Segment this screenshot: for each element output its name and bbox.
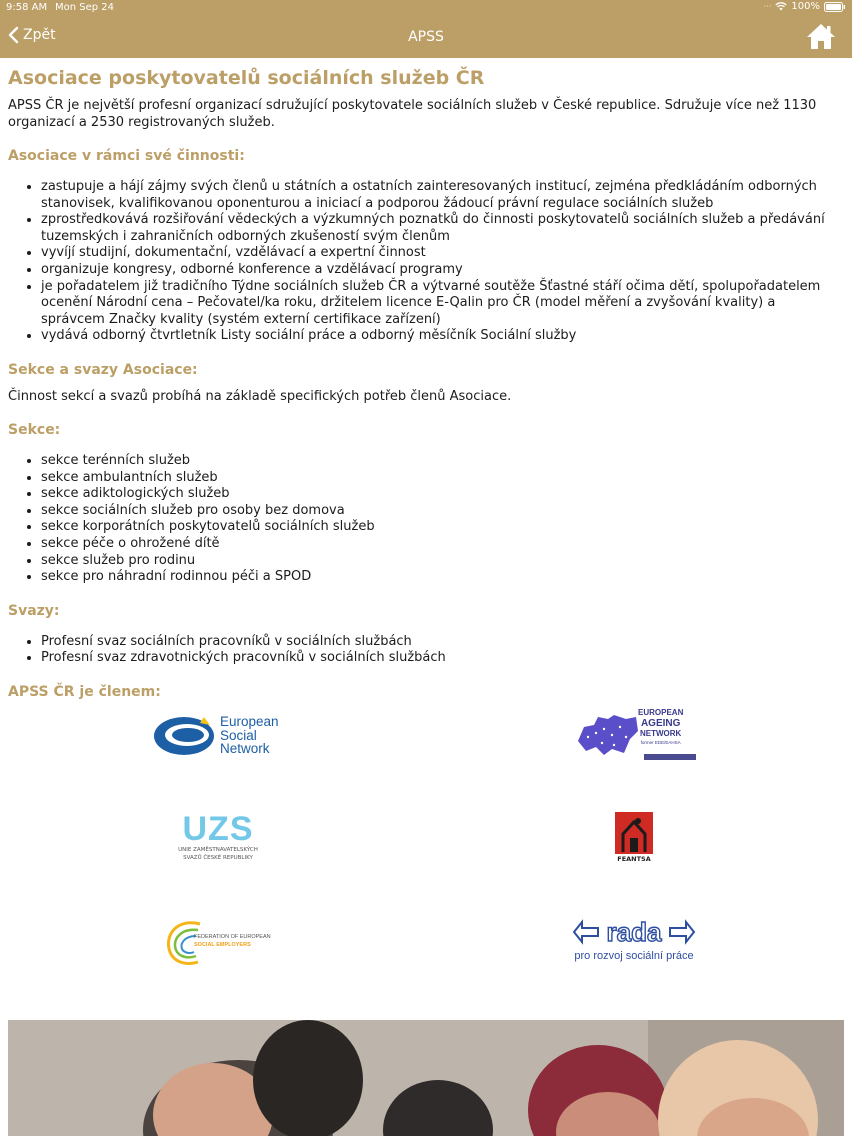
status-time: 9:58 AM	[6, 2, 48, 13]
status-right	[764, 1, 846, 12]
esn-logo[interactable]	[154, 713, 284, 757]
list-item: • Profesní svaz sociálních pracovníků v sociálních službách	[41, 634, 840, 651]
activities-list	[8, 179, 840, 345]
europe-map-icon	[574, 713, 640, 757]
uzs-text-line: UNIE ZAMĚSTNAVATELSKÝCH	[178, 847, 258, 853]
svazy-heading: Svazy:	[8, 602, 60, 619]
list-item: • zastupuje a hájí zájmy svých členů u státních a ostatních zainteresovaných institucí, zejména předkládáním odborných stanovisek, kvalifikovanou oponenturou a iniciací a podporou žádoucí právní regulace sociálních služeb	[41, 179, 840, 212]
sekce-list	[8, 453, 840, 586]
list-item: • vyvíjí studijní, dokumentační, vzdělávací a expertní činnost	[41, 245, 840, 262]
ean-text-line: former EDE/EAHSA	[640, 740, 681, 745]
feantsa-emblem-icon	[615, 812, 653, 854]
battery-percent: 100%	[791, 1, 820, 12]
battery-icon	[824, 2, 846, 12]
feantsa-text: FEANTSA	[617, 855, 651, 863]
sections-intro: Činnost sekcí a svazů probíhá na základě specifických potřeb členů Asociace.	[8, 388, 512, 404]
nav-title: APSS	[408, 29, 444, 45]
list-item: • sekce ambulantních služeb	[41, 470, 840, 487]
uzs-mark: UZS	[182, 810, 254, 848]
list-item: • sekce adiktologických služeb	[41, 486, 840, 503]
fese-text-line: FEDERATION OF EUROPEAN	[194, 934, 271, 940]
list-item: • sekce terénních služeb	[41, 453, 840, 470]
svazy-list	[8, 634, 840, 667]
esn-text-line: European	[220, 714, 279, 729]
esn-text-line: Social	[220, 727, 257, 743]
list-item: • sekce korporátních poskytovatelů sociálních služeb	[41, 519, 840, 536]
event-photo	[8, 1020, 844, 1136]
status-bar	[0, 0, 852, 16]
list-item: • vydává odborný čtvrtletník Listy sociální práce a odborný měsíčník Sociální služby	[41, 328, 840, 345]
list-item: • Profesní svaz zdravotnických pracovníků v sociálních službách	[41, 650, 840, 667]
sections-heading: Sekce a svazy Asociace:	[8, 361, 198, 378]
feantsa-logo[interactable]	[612, 812, 656, 866]
uzs-text-line: SVAZŮ ČESKÉ REPUBLIKY	[183, 855, 253, 861]
fese-text-line: SOCIAL EMPLOYERS	[194, 942, 251, 948]
activities-heading: Asociace v rámci své činnosti:	[8, 148, 245, 164]
rada-logo[interactable]	[570, 918, 698, 966]
rada-mark: rada	[606, 917, 662, 947]
main-content	[8, 58, 840, 701]
status-date: Mon Sep 24	[55, 2, 115, 13]
uzs-logo[interactable]	[170, 812, 266, 866]
ean-text-line: NETWORK	[640, 729, 682, 738]
intro-paragraph: APSS ČR je největší profesní organizací sdružující poskytovatele sociálních služeb v České republice. Sdružuje více než 1130 organizací a 2530 registrovaných služeb.	[8, 98, 817, 130]
member-heading: APSS ČR je členem:	[8, 683, 161, 700]
signal-dots-icon: ···	[763, 2, 772, 11]
esn-text-line: Network	[220, 741, 270, 756]
fese-logo[interactable]	[162, 916, 274, 968]
list-item: • sekce péče o ohrožené dítě	[41, 536, 840, 553]
ean-text-line: EUROPEAN	[638, 708, 684, 717]
wifi-icon	[775, 2, 787, 11]
list-item: • sekce sociálních služeb pro osoby bez domova	[41, 503, 840, 520]
list-item: • zprostředkovává rozšiřování vědeckých a výzkumných poznatků do činnosti poskytovatelů sociálních služeb a předávání tuzemských i zahraničních odborných zkušeností svým členům	[41, 212, 840, 245]
list-item: • je pořadatelem již tradičního Týdne sociálních služeb ČR a výtvarné soutěže Šťastné stáří očima dětí, spolupořadatelem ocenění Národní cena – Pečovatel/ka roku, držitelem licence E-Qalin pro ČR (model měření a zvyšování kvality) a správcem Značky kvality (systém externí certifikace zařízení)	[41, 279, 840, 329]
ean-partner-marks	[644, 754, 696, 760]
home-button[interactable]	[806, 23, 836, 54]
back-label: Zpět	[23, 27, 56, 43]
ean-logo[interactable]	[574, 708, 700, 762]
photo-people-illustration	[8, 1020, 844, 1136]
sekce-heading: Sekce:	[8, 421, 61, 438]
list-item: • sekce služeb pro rodinu	[41, 553, 840, 570]
home-icon	[806, 23, 836, 50]
rada-tagline: pro rozvoj sociální práce	[574, 950, 694, 962]
page-title: Asociace poskytovatelů sociálních služeb ČR	[8, 67, 485, 89]
ean-text-line: AGEING	[640, 718, 681, 729]
esn-emblem-icon	[154, 713, 218, 757]
list-item: • sekce pro náhradní rodinnou péči a SPOD	[41, 569, 840, 586]
navigation-bar	[0, 16, 852, 58]
list-item: • organizuje kongresy, odborné konference a vzdělávací programy	[41, 262, 840, 279]
